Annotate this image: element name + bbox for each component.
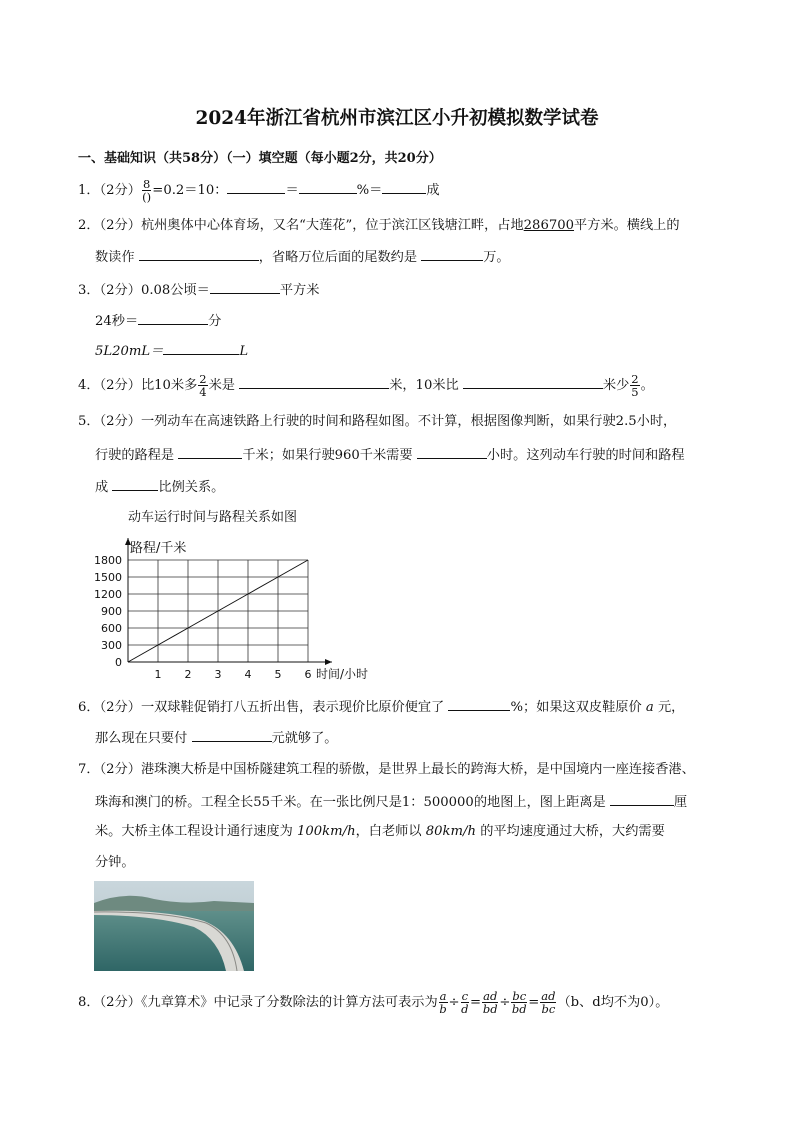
question-number: 1． [78, 183, 100, 198]
answer-blank[interactable] [178, 444, 242, 459]
answer-blank[interactable] [382, 179, 426, 194]
page-title: 2024年浙江省杭州市滨江区小升初模拟数学试卷 [195, 108, 599, 129]
fraction: $\frac{8}{()}$ [142, 177, 152, 204]
answer-blank[interactable] [463, 374, 603, 389]
y-tick-label: 0 [115, 656, 122, 669]
answer-blank[interactable] [210, 279, 280, 294]
x-tick-label: 3 [214, 668, 222, 681]
x-tick-label: 6 [304, 668, 312, 681]
answer-blank[interactable] [163, 340, 239, 355]
y-axis-label: 路程/千米 [130, 541, 187, 556]
bridge-photo [94, 881, 254, 971]
question-2: 2．（2分）杭州奥体中心体育场，又名“大莲花”，位于滨江区钱塘江畔，占地286700平方米。横线上的 [78, 218, 680, 233]
answer-blank[interactable] [417, 444, 487, 459]
question-7-line-3: 米。大桥主体工程设计通行速度为 100km/h，白老师以 80km/h 的平均速度通过大桥，大约需要 [95, 824, 665, 839]
y-tick-label: 600 [101, 622, 122, 635]
question-4: 4．（2分）比10米多 $\frac{2}{4}$ 米是 米，10米比 米少 $\frac{2}{5}$ 。 [78, 372, 654, 399]
answer-blank[interactable] [139, 246, 259, 261]
question-2-line-2: 数读作 ，省略万位后面的尾数约是 万。 [95, 246, 510, 268]
x-axis-label: 时间/小时 [316, 667, 369, 681]
question-5-line-2: 行驶的路程是 千米；如果行驶960千米需要 小时。这列动车行驶的时间和路程 [95, 444, 685, 466]
y-tick-label: 1500 [94, 571, 122, 584]
question-score: （2分） [99, 183, 141, 198]
answer-blank[interactable] [192, 727, 272, 742]
question-3-part-c: 5L20mL＝ L [95, 340, 248, 362]
answer-blank[interactable] [112, 476, 158, 491]
chart-title: 动车运行时间与路程关系如图 [128, 510, 298, 525]
answer-blank[interactable] [239, 374, 389, 389]
question-6: 6．（2分）一双球鞋促销打八五折出售，表示现价比原价便宜了 %；如果这双皮鞋原价 a 元， [78, 696, 684, 718]
section-heading: 一、基础知识（共58分）（一）填空题（每小题2分，共20分） [78, 151, 442, 166]
question-3-part-b: 24秒＝ 分 [95, 310, 221, 332]
answer-blank[interactable] [421, 246, 483, 261]
question-7-line-2: 珠海和澳门的桥。工程全长55千米。在一张比例尺是1：500000的地图上，图上距离是 厘 [95, 791, 687, 813]
y-tick-label: 900 [101, 605, 122, 618]
question-7: 7．（2分）港珠澳大桥是中国桥隧建筑工程的骄傲，是世界上最长的跨海大桥，是中国境内一座连接香港、 [78, 762, 695, 777]
answer-blank[interactable] [227, 179, 285, 194]
y-tick-label: 300 [101, 639, 122, 652]
x-tick-label: 2 [184, 668, 192, 681]
question-1: 1．（2分） $\frac{8}{()}$ =0.2＝10： ＝ %＝ 成 [78, 177, 440, 204]
question-7-line-4: 分钟。 [95, 855, 135, 870]
x-tick-label: 1 [154, 668, 162, 681]
question-5-line-3: 成 比例关系。 [95, 476, 224, 498]
question-5: 5．（2分）一列动车在高速铁路上行驶的时间和路程如图。不计算，根据图像判断，如果行驶2.5小时， [78, 414, 677, 429]
answer-blank[interactable] [138, 310, 208, 325]
y-tick-label: 1800 [94, 554, 122, 567]
question-8: 8．（2分）《九章算术》中记录了分数除法的计算方法可表示为 $\frac{a}{b}$ ÷ $\frac{c}{d}$ = $\frac{ad}{bd}$ ÷ $\frac{bc}{bd}$ = $\frac{ad}{bc}$ （b、d均不为0）。 [78, 989, 669, 1016]
answer-blank[interactable] [299, 179, 357, 194]
answer-blank[interactable] [610, 791, 674, 806]
y-tick-label: 1200 [94, 588, 122, 601]
distance-time-chart [80, 530, 410, 690]
x-tick-label: 4 [244, 668, 252, 681]
answer-blank[interactable] [448, 696, 510, 711]
question-6-line-2: 那么现在只要付 元就够了。 [95, 727, 337, 749]
question-3: 3．（2分）0.08公顷＝ 平方米 [78, 279, 319, 301]
x-axis-arrow [325, 659, 332, 665]
x-tick-label: 5 [274, 668, 282, 681]
underlined-number: 286700 [523, 218, 575, 233]
